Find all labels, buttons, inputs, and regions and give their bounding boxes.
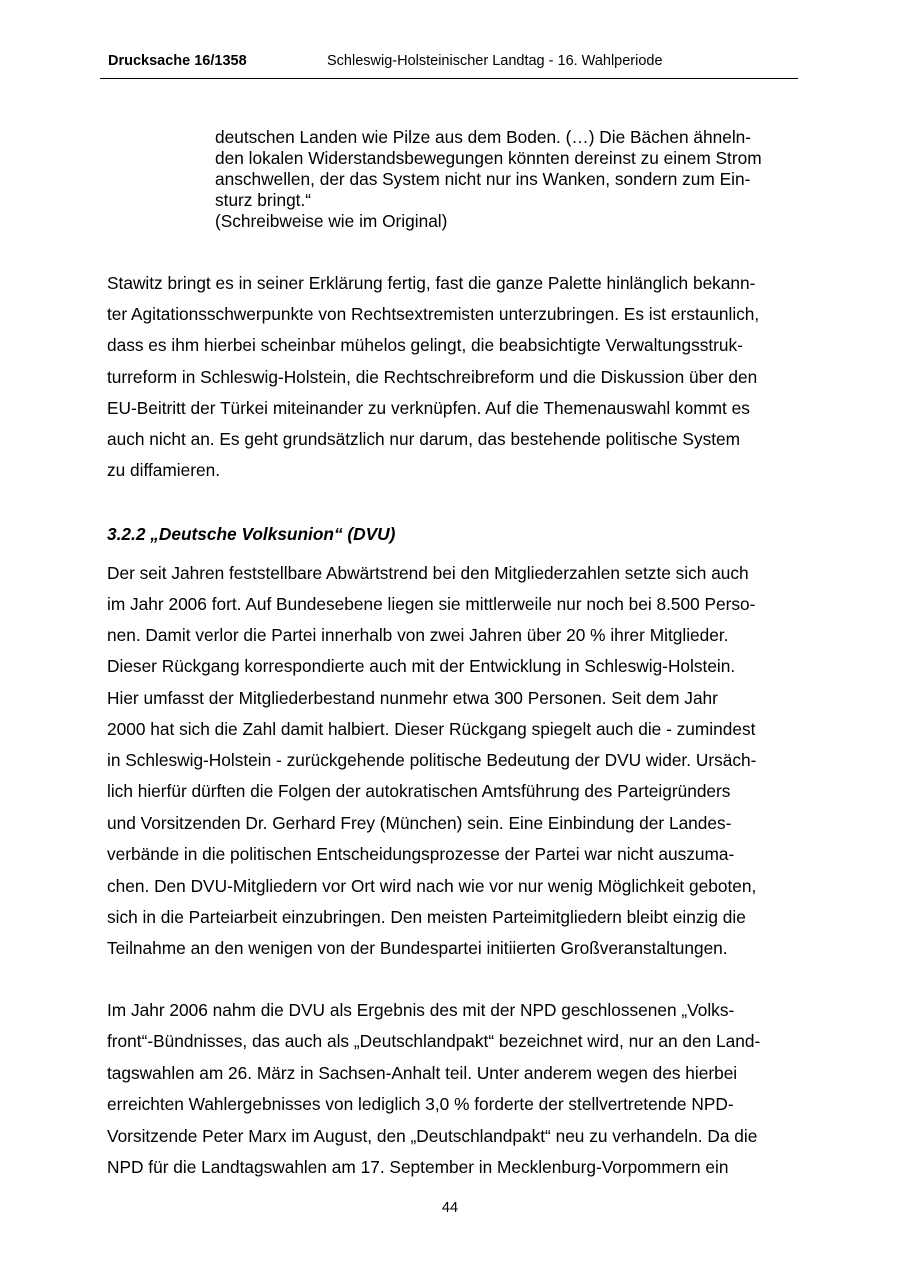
quote-line: anschwellen, der das System nicht nur ins Wanken, sondern zum Ein-: [215, 169, 751, 189]
quote-line: den lokalen Widerstandsbewegungen könnten dereinst zu einem Strom: [215, 148, 762, 168]
quote-line: deutschen Landen wie Pilze aus dem Boden. (…) Die Bächen ähneln-: [215, 127, 752, 147]
section-heading: 3.2.2 „Deutsche Volksunion“ (DVU): [107, 524, 396, 544]
quote-source-note: (Schreibweise wie im Original): [215, 211, 448, 231]
text-line: ter Agitationsschwerpunkte von Rechtsextremisten unterzubringen. Es ist erstaunlich,: [107, 304, 760, 324]
text-line: tagswahlen am 26. März in Sachsen-Anhalt teil. Unter anderem wegen des hierbei: [107, 1063, 738, 1083]
text-line: Teilnahme an den wenigen von der Bundespartei initiierten Großveranstaltungen.: [107, 938, 728, 958]
text-line: lich hierfür dürften die Folgen der autokratischen Amtsführung des Parteigründers: [107, 781, 731, 801]
text-line: im Jahr 2006 fort. Auf Bundesebene liegen sie mittlerweile nur noch bei 8.500 Perso-: [107, 594, 756, 614]
page-number: 44: [441, 1200, 459, 1216]
text-line: front“-Bündnisses, das auch als „Deutschlandpakt“ bezeichnet wird, nur an den Land-: [107, 1031, 761, 1051]
text-line: erreichten Wahlergebnisses von lediglich 3,0 % forderte der stellvertretende NPD-: [107, 1094, 734, 1114]
text-line: Der seit Jahren feststellbare Abwärtstrend bei den Mitgliederzahlen setzte sich auch: [107, 563, 749, 583]
header-title: Schleswig-Holsteinischer Landtag - 16. Wahlperiode: [327, 53, 663, 69]
text-line: auch nicht an. Es geht grundsätzlich nur darum, das bestehende politische System: [107, 429, 741, 449]
text-line: und Vorsitzenden Dr. Gerhard Frey (München) sein. Eine Einbindung der Landes-: [107, 813, 732, 833]
text-line: chen. Den DVU-Mitgliedern vor Ort wird nach wie vor nur wenig Möglichkeit geboten,: [107, 876, 757, 896]
text-line: Dieser Rückgang korrespondierte auch mit der Entwicklung in Schleswig-Holstein.: [107, 656, 736, 676]
text-line: nen. Damit verlor die Partei innerhalb von zwei Jahren über 20 % ihrer Mitglieder.: [107, 625, 729, 645]
text-line: 2000 hat sich die Zahl damit halbiert. Dieser Rückgang spiegelt auch die - zumindest: [107, 719, 756, 739]
text-line: dass es ihm hierbei scheinbar mühelos gelingt, die beabsichtigte Verwaltungsstruk-: [107, 335, 743, 355]
document-number: Drucksache 16/1358: [108, 53, 247, 69]
page-header: [100, 52, 798, 79]
text-line: sich in die Parteiarbeit einzubringen. Den meisten Parteimitgliedern bleibt einzig die: [107, 907, 746, 927]
text-line: zu diffamieren.: [107, 460, 221, 480]
text-line: EU-Beitritt der Türkei miteinander zu verknüpfen. Auf die Themenauswahl kommt es: [107, 398, 750, 418]
text-line: Im Jahr 2006 nahm die DVU als Ergebnis des mit der NPD geschlossenen „Volks-: [107, 1000, 735, 1020]
text-line: turreform in Schleswig-Holstein, die Rechtschreibreform und die Diskussion über den: [107, 367, 758, 387]
text-line: Vorsitzende Peter Marx im August, den „Deutschlandpakt“ neu zu verhandeln. Da die: [107, 1126, 758, 1146]
text-line: Hier umfasst der Mitgliederbestand nunmehr etwa 300 Personen. Seit dem Jahr: [107, 688, 718, 708]
text-line: Stawitz bringt es in seiner Erklärung fertig, fast die ganze Palette hinlänglich bekann-: [107, 273, 756, 293]
text-line: verbände in die politischen Entscheidungsprozesse der Partei war nicht auszuma-: [107, 844, 735, 864]
text-line: NPD für die Landtagswahlen am 17. September in Mecklenburg-Vorpommern ein: [107, 1157, 729, 1177]
quote-line: sturz bringt.“: [215, 190, 312, 210]
text-line: in Schleswig-Holstein - zurückgehende politische Bedeutung der DVU wider. Ursäch-: [107, 750, 757, 770]
